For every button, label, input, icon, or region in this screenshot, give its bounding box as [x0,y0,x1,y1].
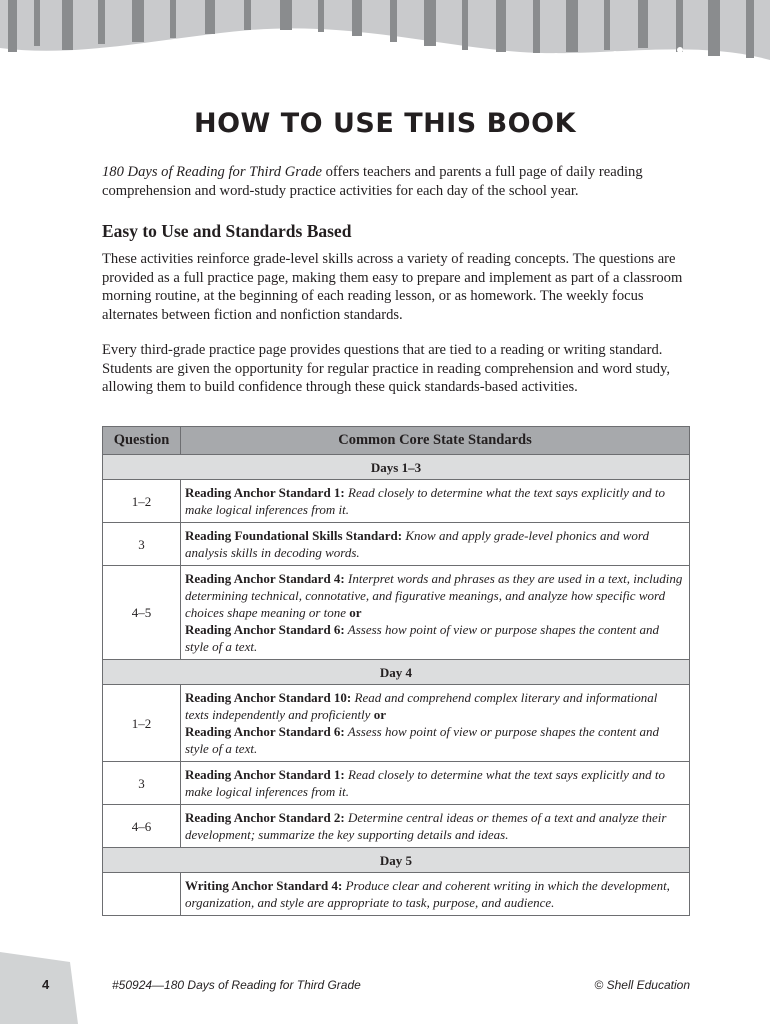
group-row [103,660,690,685]
standard-cell [181,762,690,805]
table-row [103,523,690,566]
standard-cell [181,685,690,762]
standard-name: Reading Anchor Standard 1: [185,485,345,500]
body-paragraph: Every third-grade practice page provides questions that are tied to a reading or writing standard. Students are given the opportunity for regular practice in reading comprehension and word study, allowing them to build confidence through these quick standards-based activities. [102,342,671,395]
standard-cell [181,805,690,848]
book-title: 180 Days of Reading for Third Grade [102,164,322,180]
intro-text: offers teachers and parents a full page of daily reading comprehension and word-study practice activities for each day of the school year. [102,164,643,199]
group-label: Day 5 [103,848,690,873]
standard-description: Assess how point of view or purpose shapes the content and style of a text. [185,724,660,756]
question-cell: 1–2 [103,685,181,762]
standards-table [102,426,690,916]
question-cell: 3 [103,523,181,566]
standard-name: Writing Anchor Standard 4: [185,878,343,893]
standard-name: Reading Anchor Standard 6: [185,724,345,739]
standard-cell [181,873,690,916]
standard-name: Reading Anchor Standard 2: [185,810,345,825]
standard-description: Read closely to determine what the text says explicitly and to make logical inferences from it. [185,485,665,517]
standard-description: Assess how point of view or purpose shapes the content and style of a text. [185,622,660,654]
question-cell: 4–5 [103,566,181,660]
table-row [103,566,690,660]
standard-description: Determine central ideas or themes of a text and analyze their development; summarize the key supporting details and ideas. [185,810,667,842]
group-label: Day 4 [103,660,690,685]
question-cell: 4–6 [103,805,181,848]
table-row [103,873,690,916]
table-row [103,685,690,762]
table-header-row [103,427,690,455]
column-header-standards: Common Core State Standards [181,427,690,455]
standard-name: Reading Anchor Standard 4: [185,571,345,586]
question-cell: 3 [103,762,181,805]
standard-description: Read closely to determine what the text says explicitly and to make logical inferences from it. [185,767,665,799]
table-row [103,480,690,523]
footer-book-id: #50924—180 Days of Reading for Third Grade [112,978,361,992]
standard-description: Interpret words and phrases as they are used in a text, including determining technical, connotative, and figurative meanings, and analyze how specific word choices shape meaning or tone [185,571,683,620]
question-cell [103,873,181,916]
standard-name: Reading Anchor Standard 10: [185,690,352,705]
footer-publisher: © Shell Education [594,978,690,992]
standard-cell [181,566,690,660]
standard-name: Reading Foundational Skills Standard: [185,528,403,543]
standard-name: Reading Anchor Standard 6: [185,622,345,637]
group-row [103,455,690,480]
question-cell: 1–2 [103,480,181,523]
column-header-question: Question [103,427,181,455]
standard-cell [181,480,690,523]
standard-description: Read and comprehend complex literary and informational texts independently and proficiently [185,690,658,722]
standard-joiner: or [370,707,386,722]
page-number: 4 [42,977,50,992]
standard-description: Produce clear and coherent writing in which the development, organization, and style are appropriate to task, purpose, and audience. [185,878,670,910]
section-heading: Easy to Use and Standards Based [102,221,352,241]
standard-description: Know and apply grade-level phonics and word analysis skills in decoding words. [185,528,649,560]
table-body [103,455,690,916]
table-row [103,762,690,805]
group-row [103,848,690,873]
standard-joiner: or [346,605,362,620]
decorative-banner [0,0,770,95]
page-title: HOW TO USE THIS BOOK [193,108,577,139]
table-row [103,805,690,848]
page-tab [0,952,78,1024]
standard-name: Reading Anchor Standard 1: [185,767,345,782]
intro-paragraph [102,163,702,201]
group-label: Days 1–3 [103,455,690,480]
standard-cell [181,523,690,566]
body-paragraph: These activities reinforce grade-level skills across a variety of reading concepts. The questions are provided as a full practice page, making them easy to prepare and implement as part of a classroom morning routine, at the beginning of each reading lesson, or as homework. The weekly focus alternates between fiction and nonfiction standards. [102,251,683,323]
